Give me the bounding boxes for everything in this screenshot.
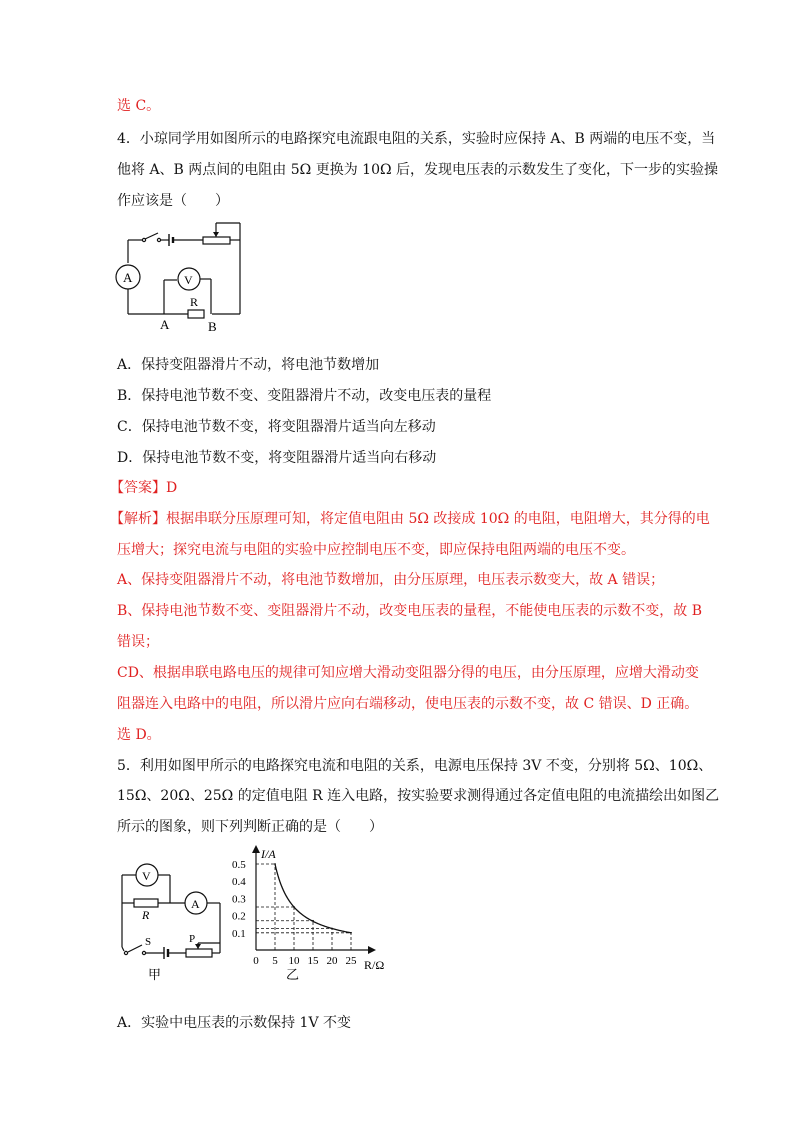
voltmeter-label: V <box>184 273 193 287</box>
data-point <box>293 906 295 908</box>
q4-analysis-line-3: A、保持变阻器滑片不动，将电池节数增加，由分压原理，电压表示数变大，故 A 错误； <box>117 572 665 588</box>
q5-ammeter-label: A <box>191 897 200 911</box>
data-point <box>312 920 314 922</box>
q4-option-b: B．保持电池节数不变、变阻器滑片不动，改变电压表的量程 <box>117 388 492 404</box>
q4-answer: 【答案】D <box>110 480 178 496</box>
x-tick-label: 5 <box>272 955 278 967</box>
q4-circuit-diagram <box>110 215 260 335</box>
q5-switch-label: S <box>145 936 152 948</box>
q5-current-resistance-chart <box>228 845 398 980</box>
q5-resistor-label: R <box>142 908 150 922</box>
ammeter-label: A <box>123 270 133 285</box>
x-tick-label: 25 <box>345 955 357 967</box>
q4-analysis-line-5: 错误； <box>117 634 159 650</box>
point-b-label: B <box>208 319 217 334</box>
data-point <box>331 928 333 930</box>
y-tick-label: 0.4 <box>232 876 246 889</box>
data-point <box>274 863 276 865</box>
q5-fig-jia-caption: 甲 <box>148 967 162 982</box>
q4-analysis-line-2: 压增大；探究电流与电阻的实验中应控制电压不变，即应保持电阻两端的电压不变。 <box>117 542 635 558</box>
y-tick-label: 0.3 <box>232 893 246 906</box>
x-tick-label: 0 <box>253 955 259 967</box>
q4-stem-line-2: 他将 A、B 两点间的电阻由 5Ω 更换为 10Ω 后，发现电压表的示数发生了变化，下一步的实验操 <box>117 162 719 178</box>
point-a-label: A <box>160 317 170 332</box>
q5-stem-line-3: 所示的图象，则下列判断正确的是（ ） <box>117 819 383 835</box>
x-tick-label: 15 <box>307 955 319 967</box>
q4-option-d: D．保持电池节数不变，将变阻器滑片适当向右移动 <box>117 450 437 466</box>
q5-voltmeter-label: V <box>142 869 151 883</box>
q4-option-a: A．保持变阻器滑片不动，将电池节数增加 <box>117 357 380 373</box>
q4-stem-line-3: 作应该是（ ） <box>117 193 229 209</box>
q5-stem-line-1: 5．利用如图甲所示的电路探究电流和电阻的关系，电源电压保持 3V 不变，分别将 5Ω、10Ω、 <box>117 758 713 774</box>
resistor-label: R <box>190 295 199 309</box>
q5-circuit-diagram <box>112 857 232 987</box>
q5-slider-label: P <box>189 933 196 945</box>
x-tick-label: 20 <box>326 955 338 967</box>
q4-analysis-line-8: 选 D。 <box>117 727 161 743</box>
prev-answer-line: 选 C。 <box>117 98 161 114</box>
q5-option-a: A．实验中电压表的示数保持 1V 不变 <box>117 1015 352 1031</box>
y-tick-label: 0.2 <box>232 910 246 923</box>
q4-option-c: C．保持电池节数不变，将变阻器滑片适当向左移动 <box>117 419 436 435</box>
q5-stem-line-2: 15Ω、20Ω、25Ω 的定值电阻 R 连入电路，按实验要求测得通过各定值电阻的电流描绘出如图乙 <box>117 788 720 804</box>
chart-caption: 乙 <box>286 967 300 980</box>
q4-analysis-line-7: 阻器连入电路中的电阻，所以滑片应向右端移动，使电压表的示数不变，故 C 错误、D 正确。 <box>117 696 699 712</box>
x-axis-label: R/Ω <box>364 958 385 972</box>
data-point <box>350 932 352 934</box>
y-tick-label: 0.5 <box>232 859 246 871</box>
q4-stem-line-1: 4．小琼同学用如图所示的电路探究电流跟电阻的关系，实验时应保持 A、B 两端的电压不变，当 <box>117 131 716 147</box>
q4-analysis-line-6: CD、根据串联电路电压的规律可知应增大滑动变阻器分得的电压，由分压原理，应增大滑动变 <box>117 665 699 681</box>
q4-analysis-line-1: 【解析】根据串联分压原理可知，将定值电阻由 5Ω 改接成 10Ω 的电阻，电阻增大，其分得的电 <box>110 511 710 527</box>
x-tick-label: 10 <box>288 955 300 967</box>
y-axis-label: I/A <box>261 847 276 861</box>
q4-analysis-line-4: B、保持电池节数不变、变阻器滑片不动，改变电压表的量程，不能使电压表的示数不变，故 B <box>117 603 703 619</box>
y-tick-label: 0.1 <box>232 927 246 940</box>
